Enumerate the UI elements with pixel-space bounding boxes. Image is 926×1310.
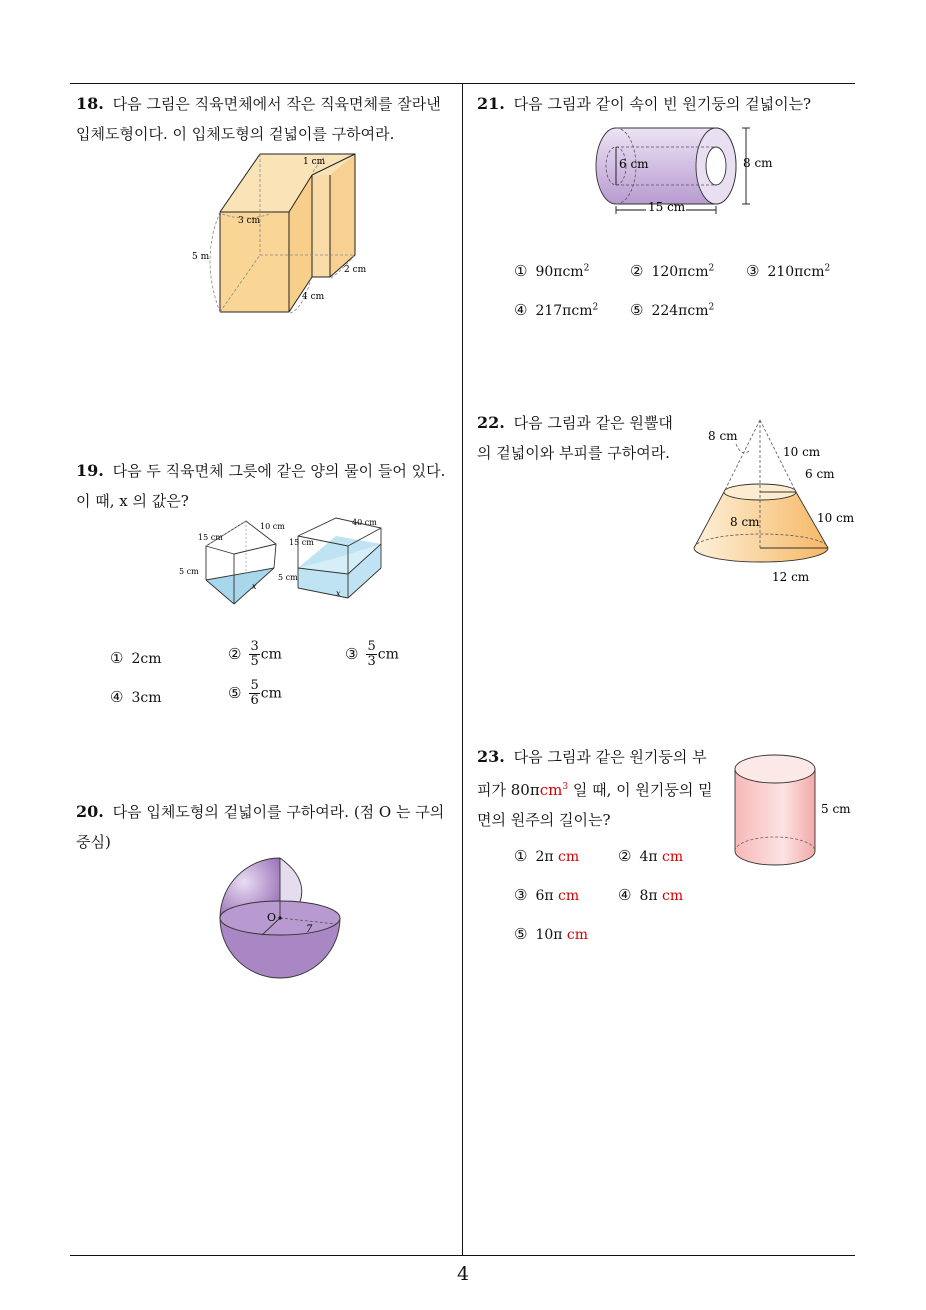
label-bottom: 4 cm (302, 292, 325, 302)
figure-cut-sphere (218, 858, 342, 980)
question-text: 다음 두 직육면체 그릇에 같은 양의 물이 들어 있다. 이 때, x 의 값은? (76, 462, 446, 510)
question-text: 다음 그림과 같이 속이 빈 원기둥의 겉넓이는? (513, 95, 812, 113)
question-19 (76, 456, 458, 516)
label-slant-top2: 10 cm (783, 445, 821, 459)
option-21-3[interactable]: ③ 210πcm$^2$ (746, 262, 831, 280)
label-b-left: 15 cm (289, 538, 314, 547)
question-21 (477, 89, 855, 119)
label-length: 15 cm (648, 200, 686, 214)
question-number: 23. (477, 747, 505, 766)
question-unit-exp: 3 (562, 782, 569, 792)
label-height: 8 cm (730, 515, 760, 529)
label-outer: 8 cm (743, 156, 773, 170)
question-text: 다음 그림과 같은 원뿔대의 겉넓이와 부피를 구하여라. (477, 414, 673, 462)
label-height: 5 cm (821, 802, 851, 816)
question-number: 20. (76, 802, 104, 821)
option-19-2[interactable]: ② $\frac{3}{5}$ cm (228, 639, 282, 669)
label-slant-top: 8 cm (708, 429, 738, 443)
label-a-side: 5 cm (179, 567, 199, 576)
question-number: 18. (76, 94, 104, 113)
fraction: $\frac{5}{6}$ (250, 678, 259, 708)
label-b-x: x (336, 589, 341, 598)
question-20 (76, 797, 458, 857)
label-radius: 7 (306, 924, 313, 935)
fraction: $\frac{3}{5}$ (250, 639, 259, 669)
question-18 (76, 89, 458, 149)
question-unit: cm (539, 781, 563, 799)
label-top: 1 cm (303, 157, 326, 167)
bottom-rule (70, 1255, 855, 1256)
option-19-5[interactable]: ⑤ $\frac{5}{6}$ cm (228, 678, 282, 708)
option-21-4[interactable]: ④ 217πcm$^2$ (514, 301, 599, 319)
question-text-a: 다음 그림과 같은 원기둥의 부피가 80π (477, 748, 707, 799)
option-21-5[interactable]: ⑤ 224πcm$^2$ (630, 301, 715, 319)
option-19-3[interactable]: ③ $\frac{5}{3}$ cm (345, 639, 399, 669)
label-side: 2 cm (344, 265, 367, 275)
question-text: 다음 입체도형의 겉넓이를 구하여라. (점 O 는 구의 중심) (76, 803, 445, 851)
figure-frustum (694, 414, 860, 590)
option-23-3[interactable]: ③ 6π cm (514, 886, 580, 904)
fraction: $\frac{5}{3}$ (367, 639, 376, 669)
question-22 (477, 408, 682, 468)
label-r-bottom: 12 cm (772, 570, 810, 584)
label-a-x: x (252, 582, 257, 591)
figure-cylinder (733, 751, 855, 873)
label-center: O (267, 911, 277, 924)
question-number: 21. (477, 94, 505, 113)
option-23-5[interactable]: ⑤ 10π cm (514, 925, 589, 943)
page-number: 4 (456, 1263, 470, 1285)
option-21-1[interactable]: ① 90πcm$^2$ (514, 262, 590, 280)
label-height: 5 m (192, 252, 210, 262)
question-number: 22. (477, 413, 505, 432)
question-23 (477, 742, 717, 835)
label-slant: 10 cm (817, 511, 855, 525)
label-b-side: 5 cm (278, 573, 298, 582)
label-inner: 6 cm (619, 157, 649, 171)
figure-cut-box (190, 150, 380, 320)
label-a-top: 10 cm (260, 522, 285, 531)
label-a-left: 15 cm (198, 533, 223, 542)
question-number: 19. (76, 461, 104, 480)
column-divider (462, 83, 463, 1255)
option-23-4[interactable]: ④ 8π cm (618, 886, 684, 904)
figure-two-containers (176, 516, 388, 608)
question-text: 다음 그림은 직육면체에서 작은 직육면체를 잘라낸 입체도형이다. 이 입체도형의 겉넓이를 구하여라. (76, 95, 441, 143)
label-depth: 3 cm (238, 216, 261, 226)
label-b-top: 40 cm (352, 518, 377, 527)
option-23-1[interactable]: ① 2π cm (514, 847, 580, 865)
option-23-2[interactable]: ② 4π cm (618, 847, 684, 865)
question-text-b: 일 때, 이 원기둥의 밑면의 원주의 길이는? (477, 781, 713, 829)
option-21-2[interactable]: ② 120πcm$^2$ (630, 262, 715, 280)
option-19-4[interactable]: ④ 3cm (110, 688, 162, 706)
figure-hollow-cylinder (594, 124, 784, 216)
label-r-top: 6 cm (805, 467, 835, 481)
option-19-1[interactable]: ① 2cm (110, 649, 162, 667)
